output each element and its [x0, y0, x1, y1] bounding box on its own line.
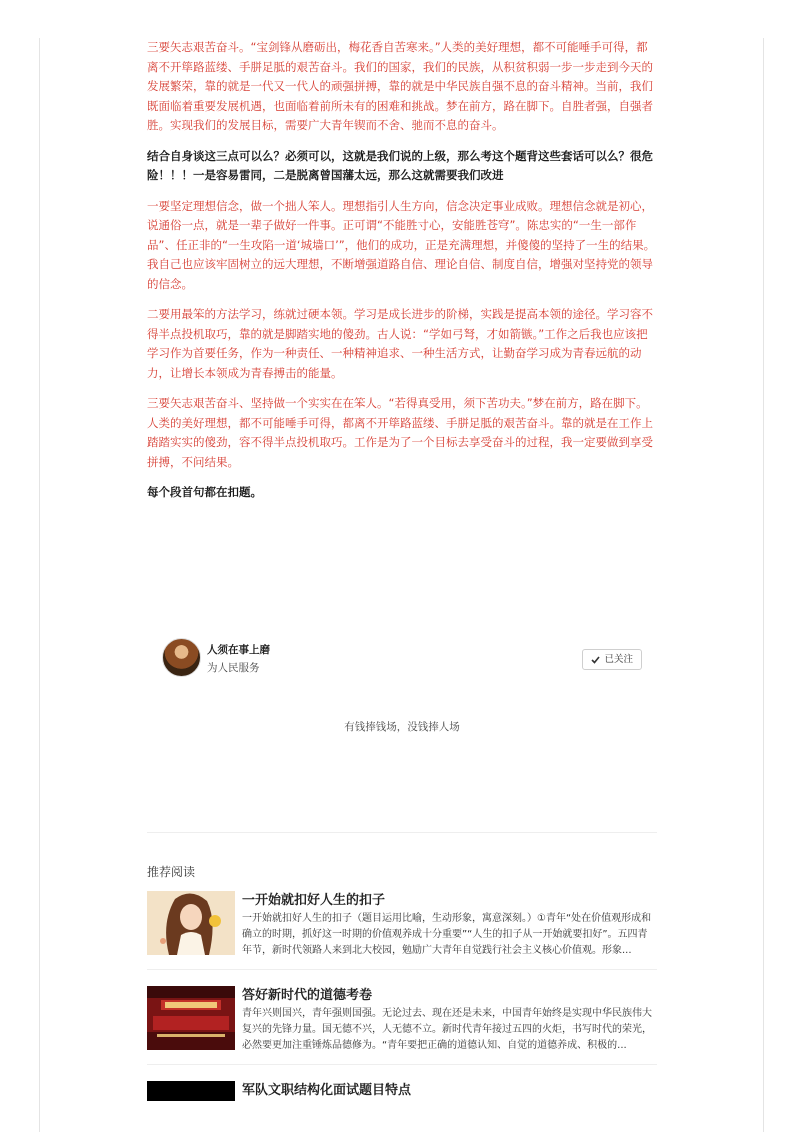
article-body: [147, 38, 657, 514]
checkmark-icon: [591, 656, 600, 664]
author-slogan: 有钱捧钱场，没钱捧人场: [344, 721, 460, 733]
page-frame-left: [39, 38, 40, 1132]
recommend-item[interactable]: [147, 891, 657, 955]
recommend-title: 推荐阅读: [147, 865, 196, 879]
article-paragraph-4: 二要用最笨的方法学习，练就过硬本领。学习是成长进步的阶梯，实践是提高本领的途径。学习容不得半点投机取巧，靠的就是脚踏实地的傻劲。古人说：“学如弓弩，才如箭镞。”工作之后我也应该把学习作为首要任务，作为一种责任、一种精神追求、一种生活方式，让勤奋学习成为青春远航的动力，让增长本领成为青春搏击的能量。: [147, 307, 653, 380]
recommend-item-title[interactable]: 一开始就扣好人生的扣子: [242, 893, 386, 908]
recommend-item-title[interactable]: 答好新时代的道德考卷: [242, 988, 373, 1003]
article-paragraph-3: 一要坚定理想信念，做一个拙人笨人。理想指引人生方向，信念决定事业成败。理想信念就是初心，说通俗一点，就是一辈子做好一件事。正可谓“不能胜寸心，安能胜苍穹”。陈忠实的“一生一部作品”、任正非的“一生攻陷一道‘城墙口’”，他们的成功，正是充满理想，并傻傻的坚持了一生的结果。我自己也应该牢固树立的远大理想，不断增强道路自信、理论自信、制度自信，增强对坚持党的领导的信念。: [147, 198, 656, 291]
article-paragraph-6: 每个段首句都在扣题。: [147, 485, 262, 499]
article-paragraph-2: 结合自身谈这三点可以么？必须可以，这就是我们说的上级，那么考这个题背这些套话可以么？很危险！！！一是容易雷同，二是脱离曾国藩太远，那么这就需要我们改进: [147, 148, 653, 182]
recommend-item[interactable]: [147, 1081, 657, 1121]
avatar[interactable]: [162, 638, 201, 677]
recommend-item[interactable]: [147, 986, 657, 1050]
recommend-thumbnail[interactable]: [147, 986, 235, 1050]
recommend-item-title[interactable]: 军队文职结构化面试题目特点: [242, 1083, 412, 1098]
follow-button[interactable]: [582, 649, 642, 670]
page-frame-right: [763, 38, 764, 1132]
author-name[interactable]: 人须在事上磨: [207, 644, 270, 656]
recommend-thumbnail[interactable]: [147, 891, 235, 955]
follow-label: 已关注: [604, 654, 633, 665]
recommend-item-desc: 青年兴则国兴，青年强则国强。无论过去、现在还是未来，中国青年始终是实现中华民族伟大复兴的先锋力量。国无德不兴，人无德不立。新时代青年接过五四的火炬，书写时代的荣光，必然要更加注重锤炼品德修为。“青年要把正确的道德认知、自觉的道德养成、积极的...: [242, 1008, 652, 1051]
item-divider: [147, 1064, 657, 1065]
article-paragraph-5: 三要矢志艰苦奋斗、坚持做一个实实在在笨人。“若得真受用，须下苦功夫。”梦在前方，路在脚下。人类的美好理想，都不可能唾手可得，都离不开筚路蓝缕、手胼足胝的艰苦奋斗。靠的就是在工作上踏踏实实的傻劲，容不得半点投机取巧。工作是为了一个目标去享受奋斗的过程，我一定要做到享受拼搏，不问结果。: [147, 396, 653, 469]
section-divider: [147, 832, 657, 833]
recommend-thumbnail[interactable]: [147, 1081, 235, 1101]
author-card: [162, 638, 642, 680]
author-subtitle: 为人民服务: [207, 662, 260, 674]
article-paragraph-1: 三要矢志艰苦奋斗。“宝剑锋从磨砺出，梅花香自苦寒来。”人类的美好理想，都不可能唾手可得，都离不开筚路蓝缕、手胼足胝的艰苦奋斗。我们的国家，我们的民族，从积贫积弱一步一步走到今天的发展繁荣，靠的就是一代又一代人的顽强拼搏，靠的就是中华民族自强不息的奋斗精神。当前，我们既面临着重要发展机遇，也面临着前所未有的困难和挑战。梦在前方，路在脚下。自胜者强，自强者胜。实现我们的发展目标，需要广大青年锲而不舍、驰而不息的奋斗。: [147, 40, 653, 132]
recommend-item-desc: 一开始就扣好人生的扣子（题目运用比喻，生动形象，寓意深刻。）①青年“处在价值观形成和确立的时期，抓好这一时期的价值观养成十分重要”“人生的扣子从一开始就要扣好”。五四青年节，新时代领路人来到北大校园，勉励广大青年自觉践行社会主义核心价值观。形象...: [242, 913, 652, 956]
item-divider: [147, 969, 657, 970]
